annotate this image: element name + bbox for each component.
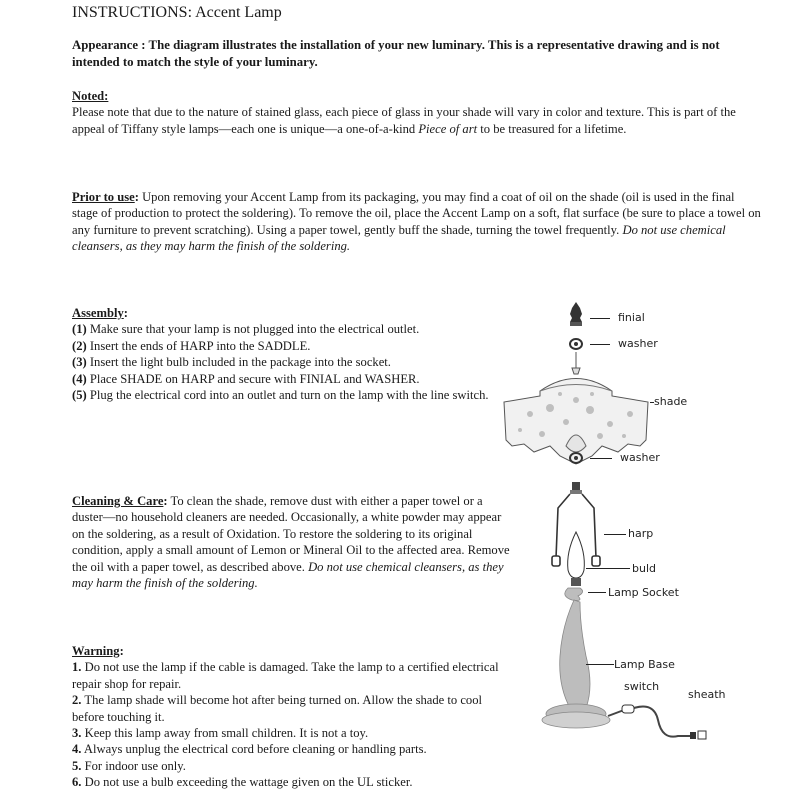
item-number: 6. [72,775,82,790]
warning-colon: : [119,644,124,658]
cleaning-section [72,493,512,591]
washer-top-icon [570,339,582,349]
item-number: 4. [72,742,82,757]
assembly-step [72,371,502,387]
assembly-section [72,305,502,403]
page-title: INSTRUCTIONS: Accent Lamp [72,4,282,21]
warning-item [72,725,512,741]
label-harp: harp [628,527,654,540]
step-text: Plug the electrical cord into an outlet and turn on the lamp with the line switch. [86,388,489,403]
step-number: (3) [72,355,87,370]
prior-colon: : [134,190,139,204]
label-lamp-socket: Lamp Socket [608,586,679,599]
warning-item [72,741,512,757]
warning-item [72,758,512,774]
item-text: Do not use the lamp if the cable is damaged. Take the lamp to a certified electrical repair shop for repair. [72,660,499,691]
finial-icon [570,302,582,326]
item-number: 2. [72,693,82,708]
label-sheath: sheath [688,688,726,701]
lamp-base-icon [542,588,610,728]
step-text: Insert the light bulb included in the package into the socket. [86,355,391,370]
warning-heading: Warning [72,644,120,658]
item-text: The lamp shade will become hot after being turned on. Allow the shade to cool before touching it. [72,693,483,724]
cleaning-colon: : [163,494,168,508]
label-lamp-base: Lamp Base [614,658,675,671]
warning-item [72,659,512,692]
item-text: Always unplug the electrical cord before cleaning or handling parts. [81,742,427,757]
lamp-diagram [500,296,740,746]
noted-text: Please note that due to the nature of stained glass, each piece of glass in your shade will vary in color and texture. This is part of the appeal of Tiffany style lamps—each one is unique—a one-of-a-kind [72,105,736,136]
item-number: 5. [72,758,82,773]
cleaning-italic: Do not use chemical cleansers, as they may harm the finish of the soldering. [72,559,504,591]
step-number: (1) [72,322,87,337]
item-number: 3. [72,726,82,741]
assembly-step [72,338,502,354]
warning-item [72,692,512,725]
item-text: For indoor use only. [81,758,186,773]
step-number: (4) [72,371,87,386]
noted-section [72,88,762,137]
label-shade: shade [654,395,688,408]
label-switch: switch [624,680,660,693]
noted-text-end: to be treasured for a lifetime. [477,121,627,136]
appearance-text: The diagram illustrates the installation of your new luminary. This is a representative drawing and is not intended to match the style of your luminary. [72,38,720,69]
step-text: Place SHADE on HARP and secure with FINIAL and WASHER. [86,371,420,386]
warning-section [72,643,512,791]
step-text: Make sure that your lamp is not plugged into the electrical outlet. [86,322,420,337]
plug-icon [690,732,696,739]
prior-italic: Do not use chemical cleansers, as they may harm the finish of the soldering. [72,222,726,254]
assembly-step [72,387,502,403]
label-washer-top: washer [618,337,658,350]
step-text: Insert the ends of HARP into the SADDLE. [86,338,311,353]
assembly-step [72,321,502,337]
noted-italic: Piece of art [418,121,478,136]
label-bulb: buld [632,562,656,575]
item-number: 1. [72,660,82,675]
bulb-icon [568,532,585,586]
appearance-label: Appearance : [72,38,146,52]
item-text: Do not use a bulb exceeding the wattage given on the UL sticker. [81,775,413,790]
step-number: (2) [72,338,87,353]
step-number: (5) [72,388,87,403]
prior-to-use-section [72,189,762,255]
label-washer-bottom: washer [620,451,660,464]
cleaning-text: To clean the shade, remove dust with either a paper towel or a duster—no household cleaners are needed. Occasionally, a white powder may appear on the soldering, as a result of Oxidation. To restore the soldering to its original condition, apply a small amount of Lemon or Mineral Oil to the affected area. Remove the oil with a paper towel, as described above. [72,494,510,574]
assembly-step [72,354,502,370]
assembly-colon: : [123,306,128,320]
label-finial: finial [618,311,645,324]
item-text: Keep this lamp away from small children. It is not a toy. [81,726,369,741]
lamp-illustration-icon [500,296,740,746]
noted-heading: Noted: [72,89,109,103]
sheath-icon [698,731,706,739]
prior-text: Upon removing your Accent Lamp from its packaging, you may find a coat of oil on the shade (oil is used in the final stage of production to protect the soldering). To remove the oil, place the Accent Lamp on a soft, flat surface (be sure to place a towel on any furniture to prevent scratching). Using a paper towel, gently buff the shade, turning the towel frequently. [72,190,761,237]
switch-icon [622,705,634,713]
power-cord-icon [608,707,690,737]
warning-item [72,774,512,790]
prior-heading: Prior to use [72,190,135,204]
cleaning-heading: Cleaning & Care [72,494,164,508]
appearance-section [72,37,752,71]
assembly-heading: Assembly [72,306,124,320]
